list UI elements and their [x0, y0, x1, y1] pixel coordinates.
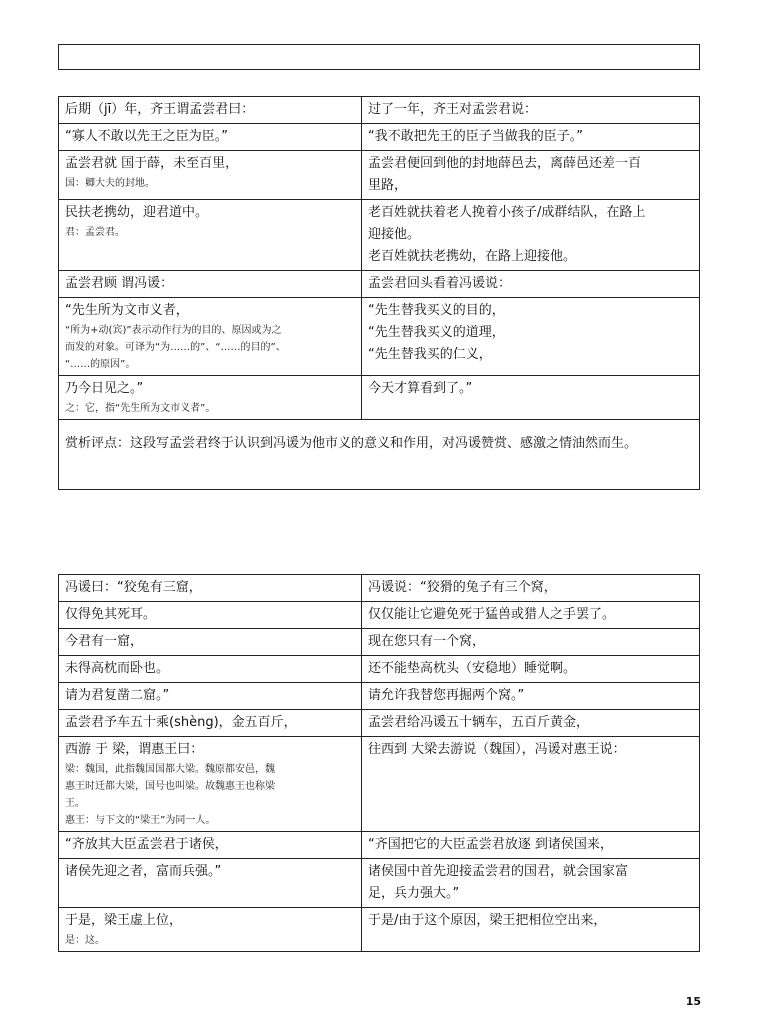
- translation-cell: [362, 124, 700, 151]
- translation-cell: [362, 376, 700, 420]
- original-text: 孟尝君就 国于薛，未至百里，: [65, 156, 239, 171]
- header-box: [58, 44, 700, 70]
- original-text: “先生所为文市义者，: [65, 303, 189, 318]
- original-text: 冯谖曰：“狡兔有三窟，: [65, 580, 202, 595]
- original-text: 后期（jī）年，齐王谓孟尝君曰：: [65, 102, 255, 117]
- translation-text: 请允许我替您再掘两个窝。”: [368, 688, 525, 703]
- original-text: 未得高枕而卧也。: [65, 661, 170, 676]
- table-row: [59, 151, 700, 200]
- original-text: 请为君复凿二窟。”: [65, 688, 170, 703]
- original-text-cell: [59, 124, 362, 151]
- table-row: [59, 124, 700, 151]
- annotation-note: 国：卿大夫的封地。: [65, 178, 155, 189]
- comment-row: [59, 420, 700, 490]
- translation-cell: [362, 683, 700, 710]
- original-text-cell: [59, 683, 362, 710]
- translation-table-1: [58, 96, 700, 490]
- translation-cell: [362, 832, 700, 859]
- translation-text: 孟尝君回头看着冯谖说：: [368, 276, 512, 291]
- original-text: 仅得免其死耳。: [65, 607, 157, 622]
- original-text-cell: [59, 97, 362, 124]
- translation-text: 诸侯国中首先迎接孟尝君的国君，就会国家富: [368, 864, 629, 879]
- annotation-note: 王。: [65, 798, 85, 809]
- table-row: [59, 710, 700, 737]
- annotation-note: 梁：魏国，此指魏国国都大梁。魏原都安邑，魏: [65, 764, 275, 775]
- original-text-cell: [59, 629, 362, 656]
- translation-text: 过了一年，齐王对孟尝君说：: [368, 102, 538, 117]
- original-text-cell: [59, 602, 362, 629]
- translation-text: 于是/由于这个原因，梁王把相位空出来，: [368, 913, 607, 928]
- translation-text: 冯谖说：“狡猾的兔子有三个窝，: [368, 580, 557, 595]
- translation-text: 足，兵力强大。”: [368, 886, 460, 901]
- translation-text: “齐国把它的大臣孟尝君放逐 到诸侯国来，: [368, 837, 613, 852]
- original-text: “齐放其大臣孟尝君于诸侯，: [65, 837, 228, 852]
- original-text-cell: [59, 151, 362, 200]
- commentary-text: 赏析评点：这段写孟尝君终于认识到冯谖为他市义的意义和作用，对冯谖赞赏、感激之情油然而生。: [59, 420, 700, 490]
- original-text: 今君有一窟，: [65, 634, 144, 649]
- translation-text: 仅仅能让它避免死于猛兽或猎人之手罢了。: [368, 607, 616, 622]
- translation-text: 现在您只有一个窝，: [368, 634, 486, 649]
- original-text: 西游 于 梁，谓惠王曰：: [65, 742, 204, 757]
- table-row: [59, 298, 700, 376]
- translation-table-2: [58, 574, 700, 952]
- translation-cell: [362, 908, 700, 952]
- original-text-cell: [59, 656, 362, 683]
- annotation-note: “……的原因”。: [65, 359, 136, 370]
- translation-cell: [362, 575, 700, 602]
- original-text-cell: [59, 298, 362, 376]
- original-text-cell: [59, 271, 362, 298]
- table-row: [59, 859, 700, 908]
- original-text: 诸侯先迎之者，富而兵强。”: [65, 864, 222, 879]
- original-text-cell: [59, 575, 362, 602]
- table-row: [59, 376, 700, 420]
- table-row: [59, 97, 700, 124]
- original-text-cell: [59, 710, 362, 737]
- translation-text: 迎接他。: [368, 227, 421, 242]
- table-row: [59, 629, 700, 656]
- original-text-cell: [59, 737, 362, 832]
- original-text: 孟尝君予车五十乘(shèng)，金五百斤，: [65, 715, 297, 730]
- translation-cell: [362, 656, 700, 683]
- translation-text: 往西到 大梁去游说（魏国），冯谖对惠王说：: [368, 742, 626, 757]
- translation-text: 里路，: [368, 178, 408, 193]
- translation-text: 孟尝君便回到他的封地薛邑去，离薛邑还差一百: [368, 156, 642, 171]
- table-row: [59, 271, 700, 298]
- original-text: “寡人不敢以先王之臣为臣。”: [65, 129, 228, 144]
- annotation-note: 惠王时迁都大梁，国号也叫梁。故魏惠王也称梁: [65, 781, 275, 792]
- translation-cell: [362, 200, 700, 271]
- original-text-cell: [59, 376, 362, 420]
- translation-cell: [362, 859, 700, 908]
- annotation-note: 惠王：与下文的“梁王”为同一人。: [65, 815, 216, 826]
- annotation-note: 是：这。: [65, 935, 105, 946]
- table-row: [59, 832, 700, 859]
- annotation-note: 之：它，指“先生所为文市义者”。: [65, 403, 216, 414]
- translation-text: “先生替我买的仁义，: [368, 347, 492, 362]
- translation-text: 老百姓就扶老携幼，在路上迎接他。: [368, 249, 577, 264]
- translation-text: “先生替我买义的目的，: [368, 303, 505, 318]
- translation-cell: [362, 271, 700, 298]
- original-text-cell: [59, 832, 362, 859]
- table-row: [59, 908, 700, 952]
- translation-cell: [362, 151, 700, 200]
- original-text-cell: [59, 200, 362, 271]
- original-text: 孟尝君顾 谓冯谖：: [65, 276, 174, 291]
- translation-text: 孟尝君给冯谖五十辆车，五百斤黄金，: [368, 715, 590, 730]
- translation-cell: [362, 629, 700, 656]
- original-text: 乃今日见之。”: [65, 381, 144, 396]
- table-row: [59, 737, 700, 832]
- original-text: 民扶老携幼，迎君道中。: [65, 205, 209, 220]
- translation-cell: [362, 602, 700, 629]
- annotation-note: “所为+动(宾)”表示动作行为的目的、原因或为之: [65, 325, 282, 336]
- translation-text: 今天才算看到了。”: [368, 381, 473, 396]
- annotation-note: 君：孟尝君。: [65, 227, 125, 238]
- translation-cell: [362, 298, 700, 376]
- translation-text: 老百姓就扶着老人挽着小孩子/成群结队，在路上: [368, 205, 646, 220]
- table-row: [59, 602, 700, 629]
- translation-text: “我不敢把先王的臣子当做我的臣子。”: [368, 129, 583, 144]
- translation-cell: [362, 710, 700, 737]
- table-row: [59, 200, 700, 271]
- page-number: 15: [685, 995, 701, 1008]
- original-text-cell: [59, 908, 362, 952]
- annotation-note: 而发的对象。可译为“为……的”、“……的目的”、: [65, 342, 286, 353]
- translation-text: “先生替我买义的道理，: [368, 325, 505, 340]
- table-row: [59, 683, 700, 710]
- table-row: [59, 656, 700, 683]
- translation-cell: [362, 737, 700, 832]
- original-text: 于是，梁王虚上位，: [65, 913, 183, 928]
- original-text-cell: [59, 859, 362, 908]
- translation-cell: [362, 97, 700, 124]
- translation-text: 还不能垫高枕头（安稳地）睡觉啊。: [368, 661, 577, 676]
- table-row: [59, 575, 700, 602]
